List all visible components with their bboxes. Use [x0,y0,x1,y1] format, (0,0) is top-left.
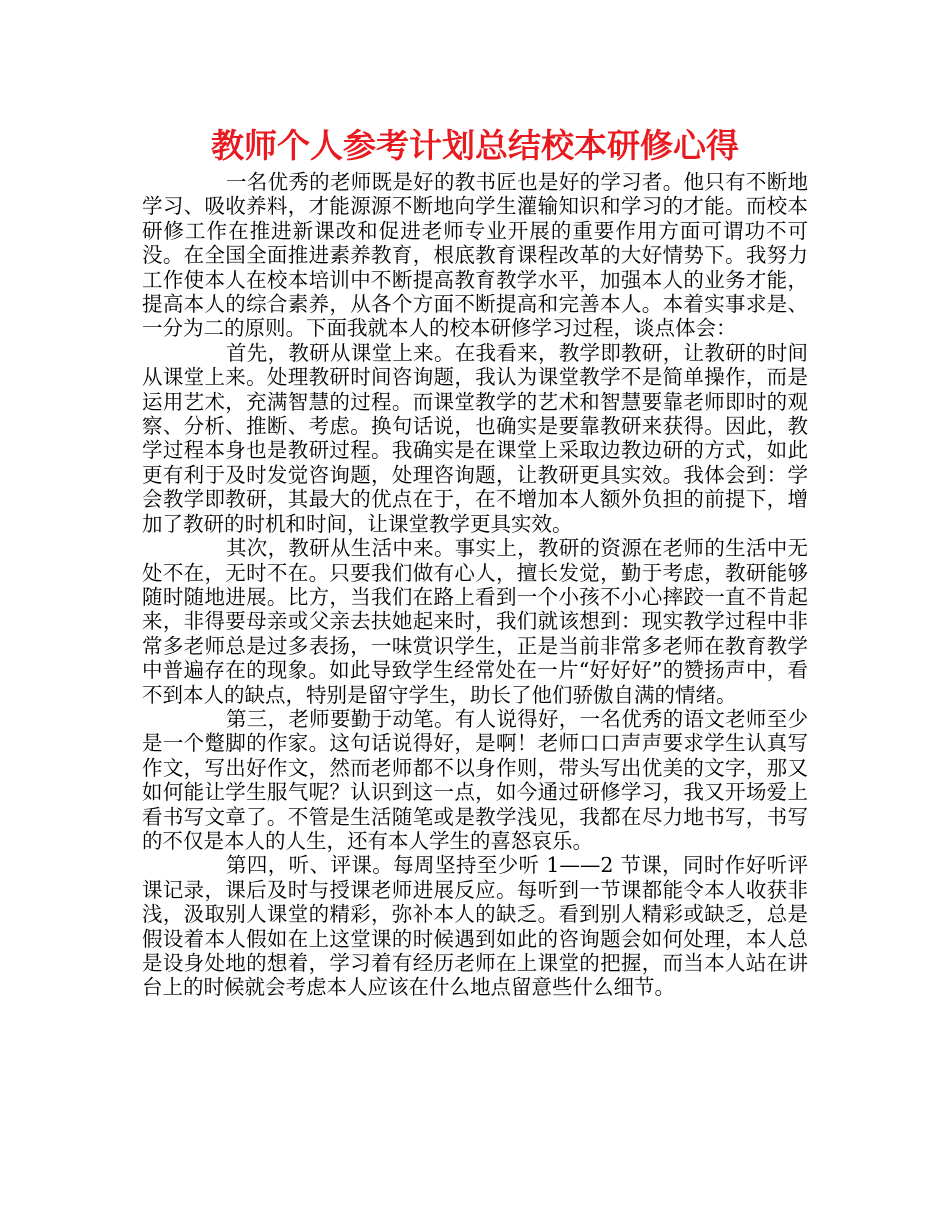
document-title: 教师个人参考计划总结校本研修心得 [211,126,739,165]
paragraph-first: 首先，教研从课堂上来。在我看来，教学即教研，让教研的时间从课堂上来。处理教研时间咨询题，我认为课堂教学不是简单操作，而是运用艺术，充满智慧的过程。而课堂教学的艺术和智慧要靠老师即时的观察、分析、推断、考虑。换句话说，也确实是要靠教研来获得。因此，教学过程本身也是教研过程。我确实是在课堂上采取边教边研的方式，如此更有利于及时发觉咨询题，处理咨询题，让教研更具实效。我体会到：学会教学即教研，其最大的优点在于，在不增加本人额外负担的前提下，增加了教研的时机和时间，让课堂教学更具实效。 [142,340,808,536]
document-page [142,122,808,1000]
paragraph-fourth: 第四，听、评课。每周坚持至少听 1——2 节课，同时作好听评课记录，课后及时与授课老师进展反应。每听到一节课都能令本人收获非浅，汲取别人课堂的精彩，弥补本人的缺乏。看到别人精彩或缺乏，总是假设着本人假如在上这堂课的时候遇到如此的咨询题会如何处理，本人总是设身处地的想着，学习着有经历老师在上课堂的把握，而当本人站在讲台上的时候就会考虑本人应该在什么地点留意些什么细节。 [142,853,808,1000]
paragraph-third: 第三，老师要勤于动笔。有人说得好，一名优秀的语文老师至少是一个蹩脚的作家。这句话说得好，是啊！老师口口声声要求学生认真写作文，写出好作文，然而老师都不以身作则，带头写出优美的文字，那又如何能让学生服气呢？认识到这一点，如今通过研修学习，我又开场爱上看书写文章了。不管是生活随笔或是教学浅见，我都在尽力地书写，书写的不仅是本人的人生，还有本人学生的喜怒哀乐。 [142,706,808,853]
paragraph-intro: 一名优秀的老师既是好的教书匠也是好的学习者。他只有不断地学习、吸收养料，才能源源不断地向学生灌输知识和学习的才能。而校本研修工作在推进新课改和促进老师专业开展的重要作用方面可谓功不可没。在全国全面推进素养教育，根底教育课程改革的大好情势下。我努力工作使本人在校本培训中不断提高教育教学水平，加强本人的业务才能，提高本人的综合素养，从各个方面不断提高和完善本人。本着实事求是、一分为二的原则。下面我就本人的校本研修学习过程，谈点体会： [142,170,808,341]
paragraph-second: 其次，教研从生活中来。事实上，教研的资源在老师的生活中无处不在，无时不在。只要我们做有心人，擅长发觉，勤于考虑，教研能够随时随地进展。比方，当我们在路上看到一个小孩不小心摔跤一直不肯起来，非得要母亲或父亲去扶她起来时，我们就该想到：现实教学过程中非常多老师总是过多表扬，一味赏识学生，正是当前非常多老师在教育教学中普遍存在的现象。如此导致学生经常处在一片“好好好”的赞扬声中，看不到本人的缺点，特别是留守学生，助长了他们骄傲自满的情绪。 [142,536,808,707]
